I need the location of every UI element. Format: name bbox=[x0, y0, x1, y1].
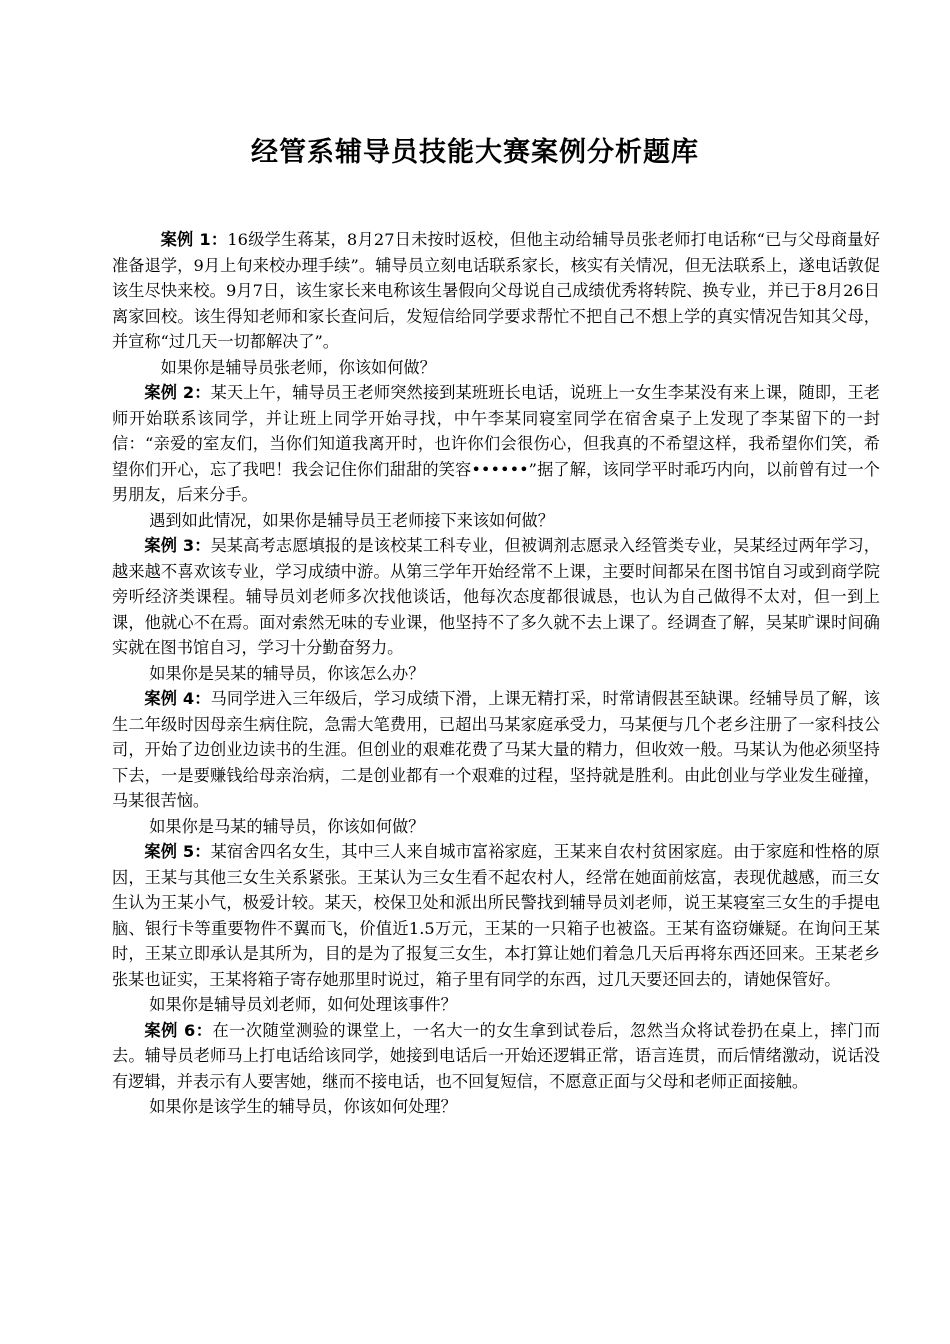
document-title: 经管系辅导员技能大赛案例分析题库 bbox=[251, 137, 699, 168]
document-body bbox=[112, 227, 880, 1120]
case-2-label: 案例 2： bbox=[144, 383, 211, 402]
case-3-text: 吴某高考志愿填报的是该校某工科专业，但被调剂志愿录入经管类专业，吴某经过两年学习，越来越不喜欢该专业，学习成绩中游。从第三学年开始经常不上课，主要时间都呆在图书馆自习或到商学院旁听经济类课程。辅导员刘老师多次找他谈话，他每次态度都很诚恳，也认为自己做得不太对，但一到上课，他就心不在焉。面对索然无味的专业课，他坚持不了多久就不去上课了。经调查了解，吴某旷课时间确实就在图书馆自习，学习十分勤奋努力。 bbox=[112, 536, 880, 657]
case-3-question: 如果你是吴某的辅导员，你该怎么办？ bbox=[149, 663, 425, 683]
case-2-text: 某天上午，辅导员王老师突然接到某班班长电话，说班上一女生李某没有来上课，随即，王老师开始联系该同学，并让班上同学开始寻找，中午李某同寝室同学在宿舍桌子上发现了李某留下的一封信：“亲爱的室友们，当你们知道我离开时，也许你们会很伤心，但我真的不希望这样，我希望你们笑，希望你们开心，忘了我吧！我会记住你们甜甜的笑容••••••”据了解，该同学平时乖巧内向，以前曾有过一个男朋友，后来分手。 bbox=[112, 383, 880, 504]
case-4-label: 案例 4： bbox=[144, 689, 211, 708]
case-1-question: 如果你是辅导员张老师，你该如何做？ bbox=[160, 357, 436, 377]
case-4-paragraph bbox=[112, 686, 880, 814]
case-4-text: 马同学进入三年级后，学习成绩下滑，上课无精打采，时常请假甚至缺课。经辅导员了解，该生二年级时因母亲生病住院，急需大笔费用，已超出马某家庭承受力，马某便与几个老乡注册了一家科技公司，开始了边创业边读书的生涯。但创业的艰难花费了马某大量的精力，但收效一般。马某认为他必须坚持下去，一是要赚钱给母亲治病，二是创业都有一个艰难的过程，坚持就是胜利。由此创业与学业发生碰撞，马某很苦恼。 bbox=[112, 689, 880, 810]
case-5-question: 如果你是辅导员刘老师，如何处理该事件？ bbox=[149, 995, 457, 1014]
case-5-text: 某宿舍四名女生，其中三人来自城市富裕家庭，王某来自农村贫困家庭。由于家庭和性格的原因，王某与其他三女生关系紧张。王某认为三女生看不起农村人，经常在她面前炫富，表现优越感，而三女生认为王某小气，极爱计较。某天，校保卫处和派出所民警找到辅导员刘老师，说王某寝室三女生的手提电脑、银行卡等重要物件不翼而飞，价值近1.5万元，王某的一只箱子也被盗。王某有盗窃嫌疑。在询问王某时，王某立即承认是其所为，目的是为了报复三女生，本打算让她们着急几天后再将东西还回来。王某老乡张某也证实，王某将箱子寄存她那里时说过，箱子里有同学的东西，过几天要还回去的，请她保管好。 bbox=[112, 842, 880, 989]
case-6-text: 在一次随堂测验的课堂上，一名大一的女生拿到试卷后，忽然当众将试卷扔在桌上，摔门而去。辅导员老师马上打电话给该同学，她接到电话后一开始还逻辑正常，语言连贯，而后情绪激动，说话没有逻辑，并表示有人要害她，继而不接电话，也不回复短信，不愿意正面与父母和老师正面接触。 bbox=[112, 1020, 881, 1091]
case-3-paragraph bbox=[112, 533, 880, 661]
case-1-paragraph bbox=[112, 227, 880, 355]
case-5-paragraph bbox=[112, 839, 880, 992]
case-1-label: 案例 1： bbox=[160, 230, 228, 249]
case-1-text: 16级学生蒋某，8月27日未按时返校，但他主动给辅导员张老师打电话称“已与父母商量好准备退学，9月上旬来校办理手续”。辅导员立刻电话联系家长，核实有关情况，但无法联系上，遂电话敦促该生尽快来校。9月7日，该生家长来电称该生暑假向父母说自己成绩优秀将转院、换专业，并已于8月26日离家回校。该生得知老师和家长查问后，发短信给同学要求帮忙不把自己不想上学的真实情况告知其父母，并宣称“过几天一切都解决了”。 bbox=[112, 230, 880, 351]
case-3-label: 案例 3： bbox=[144, 536, 211, 555]
case-2-question: 遇到如此情况，如果你是辅导员王老师接下来该如何做？ bbox=[149, 510, 554, 530]
case-6-question: 如果你是该学生的辅导员，你该如何处理？ bbox=[149, 1097, 457, 1116]
case-2-paragraph bbox=[112, 380, 880, 508]
case-4-question: 如果你是马某的辅导员，你该如何做？ bbox=[149, 816, 425, 836]
case-5-label: 案例 5： bbox=[144, 842, 211, 861]
case-6-label: 案例 6： bbox=[144, 1020, 213, 1040]
case-6-paragraph bbox=[112, 1018, 880, 1095]
